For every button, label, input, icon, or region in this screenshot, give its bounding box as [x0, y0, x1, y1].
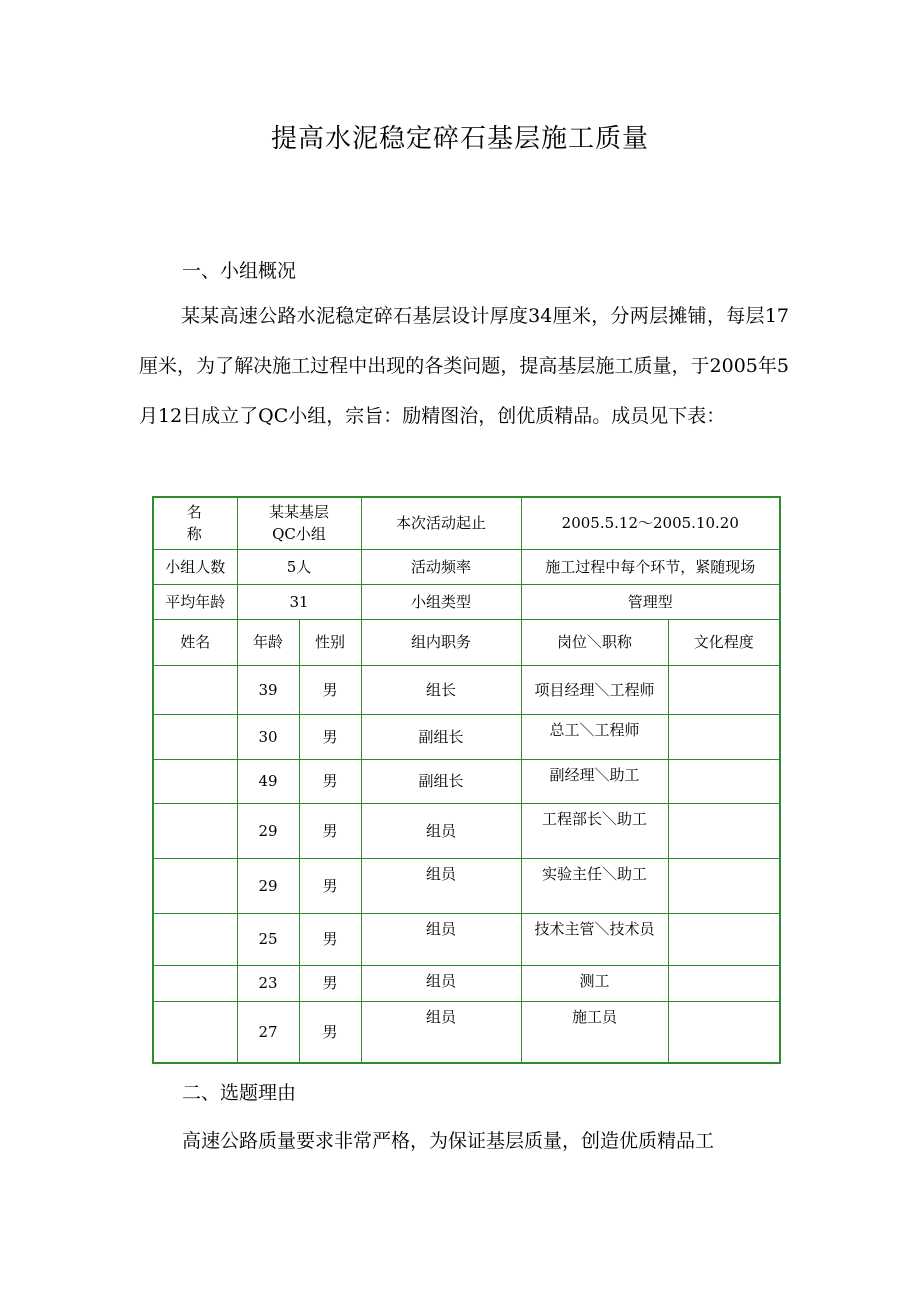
member-education — [668, 965, 780, 1001]
member-education — [668, 1001, 780, 1063]
group-name-line2: QC小组 — [272, 525, 326, 544]
freq-label: 活动频率 — [361, 549, 521, 584]
header-education: 文化程度 — [668, 619, 780, 665]
member-name — [153, 858, 237, 913]
header-age: 年龄 — [237, 619, 299, 665]
type-label: 小组类型 — [361, 584, 521, 619]
member-name — [153, 759, 237, 803]
member-role: 组员 — [361, 1001, 521, 1063]
member-name — [153, 913, 237, 965]
member-age: 49 — [237, 759, 299, 803]
member-role: 组员 — [361, 913, 521, 965]
member-row — [153, 1001, 780, 1063]
period-value: 2005.5.12～2005.10.20 — [521, 497, 780, 549]
member-education — [668, 665, 780, 714]
member-row — [153, 913, 780, 965]
member-age: 39 — [237, 665, 299, 714]
member-row — [153, 759, 780, 803]
group-name-line1: 某某基层 — [269, 503, 330, 522]
member-title: 副经理＼助工 — [521, 759, 668, 803]
member-age: 30 — [237, 714, 299, 759]
member-education — [668, 858, 780, 913]
member-education — [668, 803, 780, 858]
member-role: 组长 — [361, 665, 521, 714]
member-name — [153, 714, 237, 759]
type-value: 管理型 — [521, 584, 780, 619]
member-title: 工程部长＼助工 — [521, 803, 668, 858]
section2-heading: 二、选题理由 — [182, 1082, 297, 1104]
member-gender: 男 — [299, 714, 361, 759]
section1-heading: 一、小组概况 — [182, 260, 297, 282]
member-role: 组员 — [361, 965, 521, 1001]
member-role: 副组长 — [361, 759, 521, 803]
member-title: 技术主管＼技术员 — [521, 913, 668, 965]
member-title: 总工＼工程师 — [521, 714, 668, 759]
member-row — [153, 965, 780, 1001]
period-label: 本次活动起止 — [361, 497, 521, 549]
section1-paragraph: 某某高速公路水泥稳定碎石基层设计厚度34厘米，分两层摊铺，每层17厘米，为了解决施工过程中出现的各类问题，提高基层施工质量，于2005年5月12日成立了QC小组，宗旨：励精图治，创优质精品。成员见下表： — [139, 305, 789, 427]
member-name — [153, 665, 237, 714]
member-row — [153, 858, 780, 913]
member-title: 测工 — [521, 965, 668, 1001]
member-age: 23 — [237, 965, 299, 1001]
member-name — [153, 1001, 237, 1063]
section2-first-line: 高速公路质量要求非常严格，为保证基层质量，创造优质精品工 — [182, 1130, 715, 1152]
member-title: 项目经理＼工程师 — [521, 665, 668, 714]
member-education — [668, 714, 780, 759]
member-gender: 男 — [299, 1001, 361, 1063]
member-role: 组员 — [361, 803, 521, 858]
member-row — [153, 714, 780, 759]
header-role: 组内职务 — [361, 619, 521, 665]
member-gender: 男 — [299, 965, 361, 1001]
member-age: 29 — [237, 858, 299, 913]
avg-age-value: 31 — [237, 584, 361, 619]
freq-value: 施工过程中每个环节，紧随现场 — [521, 549, 780, 584]
member-gender: 男 — [299, 913, 361, 965]
avg-age-label: 平均年龄 — [153, 584, 237, 619]
member-title: 实验主任＼助工 — [521, 858, 668, 913]
member-name — [153, 965, 237, 1001]
member-role: 副组长 — [361, 714, 521, 759]
member-age: 27 — [237, 1001, 299, 1063]
member-education — [668, 913, 780, 965]
member-row — [153, 665, 780, 714]
member-row — [153, 803, 780, 858]
member-title: 施工员 — [521, 1001, 668, 1063]
count-label: 小组人数 — [153, 549, 237, 584]
count-value: 5人 — [237, 549, 361, 584]
member-education — [668, 759, 780, 803]
member-name — [153, 803, 237, 858]
header-name: 姓名 — [153, 619, 237, 665]
member-gender: 男 — [299, 665, 361, 714]
name-label: 名 称 — [153, 497, 237, 549]
member-gender: 男 — [299, 759, 361, 803]
group-info-table — [152, 496, 781, 1064]
member-role: 组员 — [361, 858, 521, 913]
member-age: 25 — [237, 913, 299, 965]
page-title: 提高水泥稳定碎石基层施工质量 — [270, 124, 649, 154]
header-gender: 性别 — [299, 619, 361, 665]
header-title: 岗位＼职称 — [521, 619, 668, 665]
member-age: 29 — [237, 803, 299, 858]
member-gender: 男 — [299, 803, 361, 858]
member-gender: 男 — [299, 858, 361, 913]
